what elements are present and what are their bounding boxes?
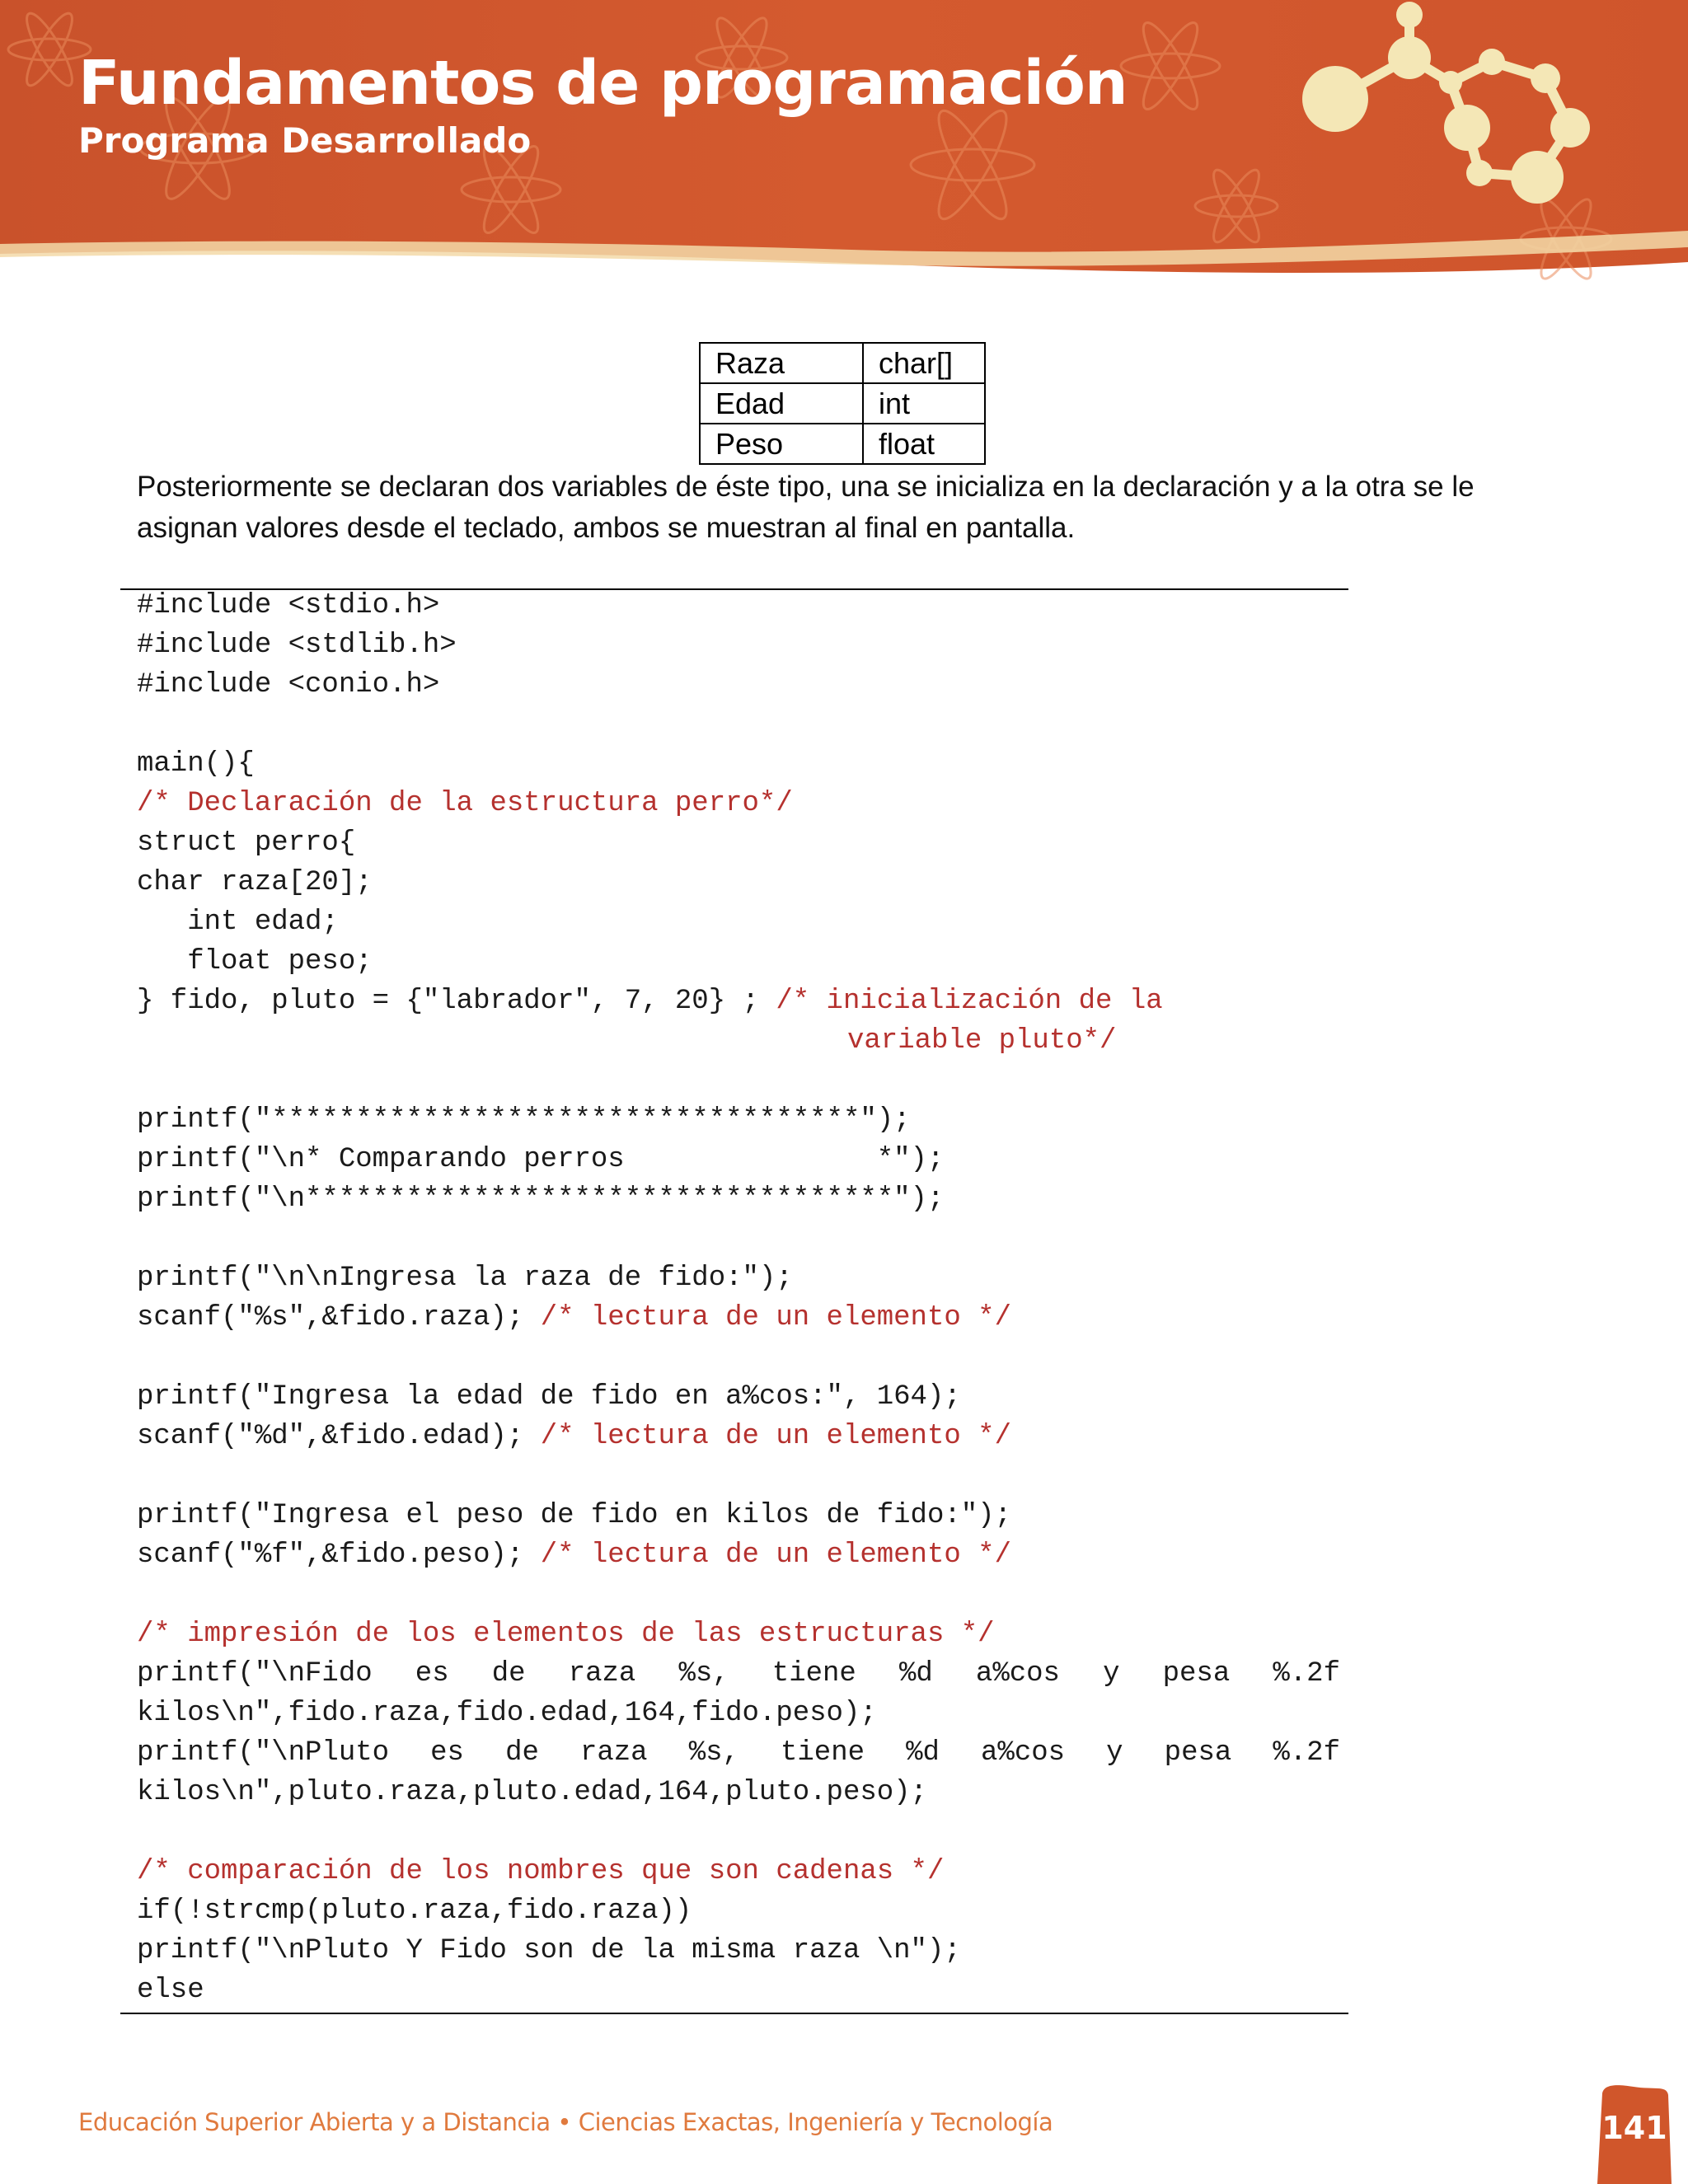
- code-line: printf("\n\nIngresa la raza de fido:");: [137, 1263, 793, 1294]
- intro-paragraph: Posteriormente se declaran dos variables de éste tipo, una se inicializa en la declaración y a la otra se le asignan valores desde el teclado, ambos se muestran al final en pantalla.: [137, 471, 1475, 544]
- field-name-cell: Peso: [700, 424, 863, 464]
- code-line: kilos\n",pluto.raza,pluto.edad,164,pluto.peso);: [137, 1777, 927, 1808]
- code-line: int edad;: [137, 907, 339, 938]
- field-type-cell: int: [863, 383, 985, 424]
- code-comment: /* inicialización de la: [776, 986, 1163, 1017]
- code-bottom-rule: [120, 2013, 1348, 2014]
- code-block: [137, 586, 1340, 2010]
- page-number: 141: [1601, 2110, 1667, 2146]
- code-line: printf("Ingresa la edad de fido en a%cos:", 164);: [137, 1381, 961, 1413]
- code-line: [137, 1812, 1340, 1852]
- code-line: [137, 1417, 1340, 1456]
- table-row: [700, 383, 985, 424]
- code-line: [137, 1338, 1340, 1377]
- code-line: [137, 1219, 1340, 1258]
- code-comment: /* lectura de un elemento */: [540, 1421, 1011, 1452]
- code-line: [137, 1535, 1340, 1575]
- page-subtitle: Programa Desarrollado: [78, 120, 532, 161]
- code-line: struct perro{: [137, 827, 356, 859]
- code-comment: /* impresión de los elementos de las estructuras */: [137, 1619, 995, 1650]
- code-line: char raza[20];: [137, 867, 373, 898]
- code-line: printf("\n***********************************");: [137, 1183, 945, 1215]
- code-line: [137, 982, 1340, 1021]
- code-line: printf("\nPluto es de raza %s, tiene %d a%cos y pesa %.2f: [137, 1737, 1340, 1769]
- code-comment: /* Declaración de la estructura perro*/: [137, 788, 793, 819]
- field-name-cell: Raza: [700, 343, 863, 383]
- code-line: printf("\nFido es de raza %s, tiene %d a%cos y pesa %.2f: [137, 1658, 1340, 1690]
- code-text: scanf("%f",&fido.peso);: [137, 1540, 524, 1571]
- code-line: else: [137, 1975, 204, 2006]
- code-comment: /* lectura de un elemento */: [540, 1540, 1011, 1571]
- code-line: kilos\n",fido.raza,fido.edad,164,fido.peso);: [137, 1698, 877, 1729]
- code-line: printf("\n* Comparando perros *");: [137, 1144, 945, 1175]
- field-type-cell: float: [863, 424, 985, 464]
- code-comment: /* lectura de un elemento */: [540, 1302, 1011, 1333]
- molecule-icon: [1269, 0, 1615, 231]
- code-line: [137, 1021, 1340, 1061]
- code-text: } fido, pluto = {"labrador", 7, 20} ;: [137, 986, 759, 1017]
- table-row: [700, 424, 985, 464]
- field-type-cell: char[]: [863, 343, 985, 383]
- footer-text: Educación Superior Abierta y a Distancia • Ciencias Exactas, Ingeniería y Tecnología: [78, 2108, 1053, 2136]
- code-line: #include <stdio.h>: [137, 590, 440, 621]
- code-line: if(!strcmp(pluto.raza,fido.raza)): [137, 1896, 692, 1927]
- code-line: float peso;: [137, 946, 373, 977]
- code-line: [137, 1298, 1340, 1338]
- page-title: Fundamentos de programación: [78, 48, 1128, 119]
- code-line: #include <conio.h>: [137, 669, 440, 701]
- field-name-cell: Edad: [700, 383, 863, 424]
- code-text: scanf("%s",&fido.raza);: [137, 1302, 524, 1333]
- header-banner: [0, 0, 1688, 297]
- code-text: scanf("%d",&fido.edad);: [137, 1421, 524, 1452]
- code-line: [137, 1575, 1340, 1615]
- code-line: printf("Ingresa el peso de fido en kilos de fido:");: [137, 1500, 1011, 1531]
- code-line: [137, 1456, 1340, 1496]
- code-comment: variable pluto*/: [847, 1025, 1117, 1057]
- table-row: [700, 343, 985, 383]
- code-line: printf("\nPluto Y Fido son de la misma raza \n");: [137, 1935, 961, 1966]
- code-line: [137, 705, 1340, 744]
- code-line: printf("***********************************");: [137, 1104, 911, 1136]
- struct-fields-table: [699, 342, 986, 465]
- code-line: main(){: [137, 748, 255, 780]
- code-comment: /* comparación de los nombres que son cadenas */: [137, 1856, 945, 1887]
- code-line: #include <stdlib.h>: [137, 630, 457, 661]
- code-line: [137, 1061, 1340, 1100]
